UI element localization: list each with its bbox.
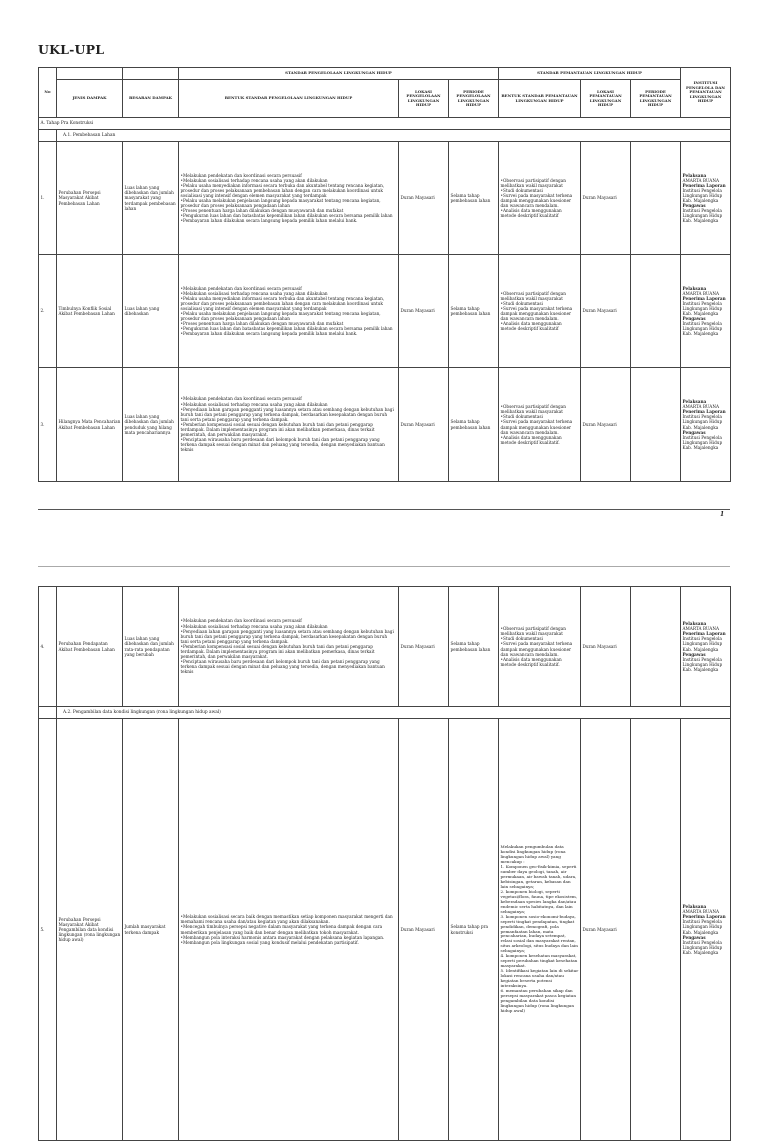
pelaksana-label: Pelaksana [682,904,707,910]
penerima-label: Penerima Laporan [682,631,726,637]
institusi-pengelola [681,142,731,255]
list-item: • Penyediaan lahan garapan pengganti yang luasannya setara atau sembang dengan kebutuhan bagi buruh tani dan petani penggarap yang terkena dampak, berdasarkan kesepakatan dengan buruh tani serta petani penggarap yang terkena dampak. [181,629,397,644]
besaran-dampak: Luas lahan yang dibebaskan dan jumlah rata-rata pendapatan yang berubah [123,587,179,707]
bentuk-pengelolaan [179,719,399,1141]
col-header-no: No [39,68,57,118]
pengelolaan-list [181,396,397,452]
list-item: • Studi dokumentasi [501,188,579,193]
col-header-bentuk-pengelolaan: BENTUK STANDAR PENGELOLAAN LINGKUNGAN HIDUP [179,80,399,118]
institusi-pengelola [681,368,731,482]
besaran-dampak: Luas lahan yang dibebaskan dan jumlah masyarakat yang terdampak pembebasan lahan [123,142,179,255]
lokasi-pengelolaan: Duran Mayasari [399,142,449,255]
bentuk-pemantauan [499,255,581,368]
pengawas-label: Pengawas [682,429,706,435]
list-item: • Membangun pola lingkungan sosial yang kondusif melalui pendekatan partisipatif. [181,940,397,945]
list-item: • Melakukan sosialisasi terhadap rencana usaha yang akan dilakukan [181,291,397,296]
row-number: 2. [39,255,57,368]
periode-pengelolaan: Selama tahap pembebasan lahan [449,368,499,482]
pelaksana-label: Pelaksana [682,285,707,291]
pelaksana-value: AMARTA BUANA [682,909,720,915]
pengawas-value: Institusi Pengelola Lingkungan Hidup Kab. Majalengka [682,434,723,450]
pengawas-label: Pengawas [682,651,706,657]
list-item: • Melakukan sosialisasi secara baik dengan memastikan setiap komponen masyarakat mengerti dan memahami rencana usaha dan/atau kegiatan yang akan dilaksanakan. [181,914,397,924]
list-item: 2. komponen biologi, seperti vegetasi/flora, fauna, tipe ekosistem, keberadaan spesies langka dan/atau endemic serta habitatnya, dan lain sebagainya; [500,888,578,914]
list-item: • Observasi partisipatif dengan melibatkan wakil masyarakat [501,626,579,636]
row-number: 5. [39,719,57,1141]
list-item: • Survei pada masyarakat terkena dampak menggunakan kuesioner dan wawancara mendalam. [501,641,579,656]
bentuk-pemantauan [499,142,581,255]
col-header-standar-pemantauan: STANDAR PEMANTAUAN LINGKUNGAN HIDUP [499,68,681,80]
list-item: • Melakukan pendekatan dan koordinasi secara persuasif [181,618,397,623]
list-item: 4. komponen kesehatan masyarakat, seperti perubahan tingkat kesehatan masyarakat. [500,953,578,969]
col-header-periode-pemantauan: PERIODE PEMANTAUAN LINGKUNGAN HIDUP [631,80,681,118]
pelaksana-label: Pelaksana [682,621,707,627]
list-item: • Survei pada masyarakat terkena dampak menggunakan kuesioner dan wawancara mendalam. [501,193,579,208]
besaran-dampak: Luas lahan yang dibebaskan dan jumlah penduduk yang hilang mata pencahariannya [123,368,179,482]
pengawas-value: Institusi Pengelola Lingkungan Hidup Kab. Majalengka [682,939,723,955]
list-item: • Melakukan sosialisasi terhadap rencana usaha yang akan dilakukan [181,402,397,407]
penerima-value: Institusi Pengelola Lingkungan Hidup Kab. Majalengka [682,300,723,316]
pengawas-label: Pengawas [682,203,706,209]
col-header-lokasi-pengelolaan: LOKASI PENGELOLAAN LINGKUNGAN HIDUP [399,80,449,118]
list-item: • Proses penentuan harga lahan dilakukan dengan musyawarah dan mufakat [181,208,397,213]
periode-pemantauan [631,255,681,368]
table-row [39,142,731,255]
jenis-dampak: Perubahan Persepsi Masyarakat Akibat Pengambilan data kondisi lingkungan (rona lingkungan hidup awal) [57,719,123,1141]
list-item: • Analisis data menggunakan metode deskriptif kualitatif. [501,435,579,445]
list-item: • Pembayaran lahan dilakukan secara langsung kepada pemilik lahan melalui bank. [181,331,397,336]
row-number: 4. [39,587,57,707]
list-item: • Penciptaan wirausaha baru perdesaan dari kelompok buruh tani dan petani penggarap yang terkena dampak sesuai dengan minat dan peluang yang tersedia, dengan menyediakan bantuan teknis [181,659,397,674]
penerima-value: Institusi Pengelola Lingkungan Hidup Kab. Majalengka [682,919,723,935]
list-item: • Pelaku usaha melakukan penjelasan langsung kepada masyarakat tentang rencana kegiatan, prosedur dan proses pelaksanaan pengadaan lahan [181,198,397,208]
lokasi-pemantauan: Duran Mayasari [581,587,631,707]
lokasi-pemantauan: Duran Mayasari [581,368,631,482]
besaran-dampak: Jumlah masyarakat terkena dampak [123,719,179,1141]
list-item: • Pengukuran luas lahan dan batasbatas kepemilikan lahan dilakukan secara bersama pemilik lahan [181,326,397,331]
list-item: • Pemberian kompensasi sosial sesuai dengan kebutuhan buruh tani dan petani penggarap terdampak. Dalam implementasinya program ini akan melibatkan pemerkasa, dinas terkait pemerintah, dan perwakilan masyarakat. [181,644,397,659]
list-item: Melakukan pengumbulan data kondisi lingkungan hidup (rona lingkungan hidup awal) yang mencakup : [500,844,566,865]
list-item: 5. Identifikasi kegiatan lain di sekitar lokasi rencana usaha dan/atau kegiatan beserta potensi interaksinya. [500,968,579,988]
ukl-upl-table-page-1 [38,67,731,482]
list-item: • Melakukan sosialisasi terhadap rencana usaha yang akan dilakukan [181,178,397,183]
col-header-besaran-dampak: BESARAN DAMPAK [123,80,179,118]
pengawas-value: Institusi Pengelola Lingkungan Hidup Kab. Majalengka [682,321,723,337]
jenis-dampak: Perubahan Persepsi Masyarakat Akibat Pembebasan Lahan [57,142,123,255]
pemantauan-list [501,626,579,667]
penerima-label: Penerima Laporan [682,914,726,920]
list-item: • Observasi partisipatif dengan melibatkan wakil masyarakat [501,291,579,301]
pengelolaan-list [181,173,397,224]
list-item: • Pelaku usaha menyediakan informasi secara terbuka dan akuntabel tentang rencana kegiatan, prosedur dan proses pelaksanaan pembebasan lahan dengan cara melakukan koordinasi untuk sosialisasi yang intensif dengan elemen masyarakat yang terdampak [181,296,397,311]
pengawas-label: Pengawas [682,316,706,322]
list-item: • Survei pada masyarakat terkena dampak menggunakan kuesioner dan wawancara mendalam. [501,419,579,434]
list-item: • Observasi partisipatif dengan melibatkan wakil masyarakat [501,404,579,414]
bentuk-pemantauan [499,368,581,482]
pelaksana-label: Pelaksana [682,172,707,178]
subsection-pembebasan-lahan: A.1. Pembebasan Lahan [57,130,731,142]
institusi-pengelola [681,719,731,1141]
bentuk-pengelolaan [179,142,399,255]
lokasi-pemantauan: Duran Mayasari [581,142,631,255]
table-row [39,719,731,1141]
pemantauan-list [501,291,579,332]
periode-pengelolaan: Selama tahap pembebasan lahan [449,142,499,255]
institusi-pengelola [681,255,731,368]
row-number: 3. [39,368,57,482]
list-item: • Analisis data menggunakan metode deskriptif kualitatif [501,208,579,218]
periode-pemantauan [631,587,681,707]
pengawas-value: Institusi Pengelola Lingkungan Hidup Kab. Majalengka [682,208,723,224]
bentuk-pengelolaan [179,587,399,707]
list-item: • Melakukan pendekatan dan koordinasi secara persuasif [181,173,397,178]
penerima-value: Institusi Pengelola Lingkungan Hidup Kab. Majalengka [682,414,723,430]
section-tahap-pra-konstruksi: A. Tahap Pra Konstruksi [39,118,731,130]
bentuk-pemantauan [499,719,581,1141]
col-header-bentuk-pemantauan: BENTUK STANDAR PEMANTAUAN LINGKUNGAN HIDUP [499,80,581,118]
list-item: • Pemberian kompensasi sosial sesuai dengan kebutuhan buruh tani dan petani penggarap terdampak. Dalam implementasinya program ini akan melibatkan pemerkasa, dinas terkait pemerintah, dan perwakilan masyarakat. [181,422,397,437]
list-item: • Melakukan pendekatan dan koordinasi secara persuasif [181,396,397,401]
list-item: • Membangun pola interaksi harmonis antara masyarakat dengan pelaksana kegiatan lapangan. [181,935,397,940]
table-row [39,255,731,368]
col-header-standar-pengelolaan: STANDAR PENGELOLAAN LINGKUNGAN HIDUP [179,68,499,80]
periode-pengelolaan: Selama tahap pembebasan lahan [449,255,499,368]
list-item: • Observasi partisipatif dengan melibatkan wakil masyarakat [501,178,579,188]
document-title: UKL-UPL [38,42,105,57]
bentuk-pengelolaan [179,255,399,368]
periode-pemantauan [631,719,681,1141]
col-header-periode-pengelolaan: PERIODE PENGELOLAAN LINGKUNGAN HIDUP [449,80,499,118]
penerima-value: Institusi Pengelola Lingkungan Hidup Kab. Majalengka [682,187,723,203]
lokasi-pengelolaan: Duran Mayasari [399,719,449,1141]
jenis-dampak: Timbulnya Konflik Sosial Akibat Pembebasan Lahan [57,255,123,368]
lokasi-pemantauan: Duran Mayasari [581,719,631,1141]
list-item: • Pembayaran lahan dilakukan secara langsung kepada pemilik lahan melalui bank. [181,218,397,223]
list-item: 3. komponen sosio-ekonomi-budaya, seperti tingkat pendapatan, tingkat pendidikan, demografi, pola pemanfaatan lahan, mata pencaharian, budaya setempat, relasi sosial dan masyarakat rentan, situs arkeologi, situs budaya dan lain sebagainya; [500,913,578,954]
pelaksana-value: AMARTA BUANA [682,626,720,632]
page-separator-light [38,566,730,567]
col-header-lokasi-pemantauan: LOKASI PEMANTAUAN LINGKUNGAN HIDUP [581,80,631,118]
periode-pemantauan [631,142,681,255]
ukl-upl-table-page-2 [38,586,731,1141]
pelaksana-value: AMARTA BUANA [682,404,720,410]
lokasi-pemantauan: Duran Mayasari [581,255,631,368]
list-item: • Melakukan pendekatan dan koordinasi secara persuasif [181,286,397,291]
penerima-label: Penerima Laporan [682,295,726,301]
list-item: • Analisis data menggunakan metode deskriptif kualitatif [501,321,579,331]
periode-pengelolaan: Selama tahap pra konstruksi [449,719,499,1141]
list-item: • Penciptaan wirausaha baru perdesaan dari kelompok buruh tani dan petani penggarap yang terkena dampak sesuai dengan minat dan peluang yang tersedia, dengan menyediakan bantuan teknis [181,437,397,452]
col-header-jenis-dampak: JENIS DAMPAK [57,80,123,118]
list-item: • Proses penentuan harga lahan dilakukan dengan musyawarah dan mufakat [181,321,397,326]
list-item: • Studi dokumentasi [501,301,579,306]
institusi-pengelola [681,587,731,707]
row-number: 1. [39,142,57,255]
table-row [39,368,731,482]
list-item: • Analisis data menggunakan metode deskriptif kualitatif. [501,657,579,667]
periode-pengelolaan: Selama tahap pembebasan lahan [449,587,499,707]
jenis-dampak: Hilangnya Mata Pencaharian Akibat Pembebasan Lahan [57,368,123,482]
list-item: 1. Komponen geo-fisik-kimia, seperti sumber daya geologi, tanah, air permukaan, air bawah tanah, udara, kebisingan, getaran, kebasan dan lain sebagainya; [500,864,577,889]
list-item: • Melakukan sosialisasi terhadap rencana usaha yang akan dilakukan [181,624,397,629]
besaran-dampak: Luas lahan yang dibebaskan [123,255,179,368]
list-item: • Mencegah timbulnya persepsi negative dalam masyarakat yang terkena dampak dengan cara memberikan penjelasan yang baik dan benar dengan melibatkan tokoh masyarakat. [181,924,397,934]
periode-pemantauan [631,368,681,482]
pelaksana-value: AMARTA BUANA [682,177,720,183]
lokasi-pengelolaan: Duran Mayasari [399,255,449,368]
penerima-label: Penerima Laporan [682,409,726,415]
pelaksana-label: Pelaksana [682,399,707,405]
jenis-dampak: Perubahan Pendapatan Akibat Pembebasan Lahan [57,587,123,707]
pelaksana-value: AMARTA BUANA [682,290,720,296]
lokasi-pengelolaan: Duran Mayasari [399,587,449,707]
bentuk-pengelolaan [179,368,399,482]
pengelolaan-list [181,618,397,674]
col-header-institusi: INSTITUSI PENGELOLA DAN PEMANTAUAN LINGKUNGAN HIDUP [681,68,731,118]
page-separator [38,509,730,510]
pengawas-value: Institusi Pengelola Lingkungan Hidup Kab. Majalengka [682,656,723,672]
list-item: • Survei pada masyarakat terkena dampak menggunakan kuesioner dan wawancara mendalam. [501,306,579,321]
list-item: • Pelaku usaha melakukan penjelasan langsung kepada masyarakat tentang rencana kegiatan, prosedur dan proses pelaksanaan pengadaan lahan [181,311,397,321]
bentuk-pemantauan [499,587,581,707]
list-item: • Penyediaan lahan garapan pengganti yang luasannya setara atau sembang dengan kebutuhan bagi buruh tani dan petani penggarap yang terkena dampak, berdasarkan kesepakatan dengan buruh tani serta petani penggarap yang terkena dampak. [181,407,397,422]
list-item: • Pelaku usaha menyediakan informasi secara terbuka dan akuntabel tentang rencana kegiatan, prosedur dan proses pelaksanaan pembebasan lahan dengan cara melakukan koordinasi untuk sosialisasi yang intensif dengan elemen masyarakat yang terdampak [181,183,397,198]
pengawas-label: Pengawas [682,934,706,940]
subsection-pengambilan-data: A.2. Pengambilan data kondisi lingkungan (rona lingkungan hidup awal) [57,707,731,719]
page-number: 1 [720,511,725,518]
lokasi-pengelolaan: Duran Mayasari [399,368,449,482]
list-item: 6. memantau perubahan sikap dan persepsi masyarakat pasca kegiatan pengambilan data kondisi lingkungan hidup (rona lingkungan hidup awal) [500,987,576,1013]
penerima-label: Penerima Laporan [682,182,726,188]
list-item: • Pengukuran luas lahan dan batasbatas kepemilikan lahan dilakukan secara bersama pemilik lahan [181,213,397,218]
table-row [39,587,731,707]
list-item: • Studi dokumentasi [501,414,579,419]
pemantauan-list [501,178,579,219]
penerima-value: Institusi Pengelola Lingkungan Hidup Kab. Majalengka [682,636,723,652]
list-item: • Studi dokumentasi [501,636,579,641]
pengelolaan-list [181,286,397,337]
pemantauan-list [501,404,579,445]
